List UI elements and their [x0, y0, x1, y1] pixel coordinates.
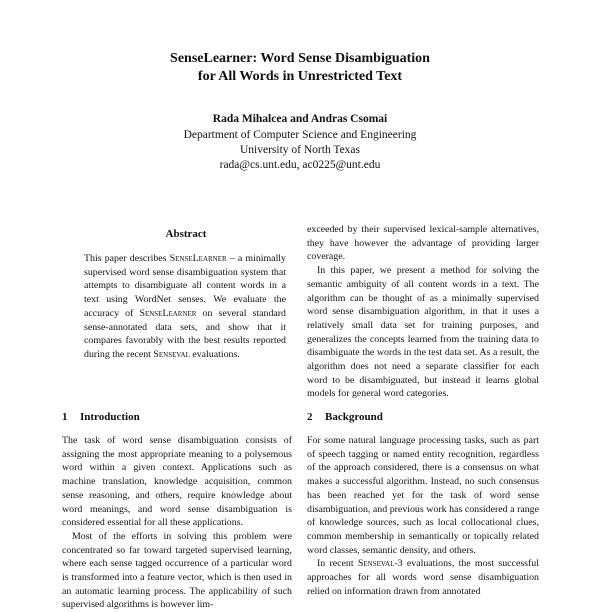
paper-title-line-1: SenseLearner: Word Sense Disambiguation — [170, 51, 430, 66]
abstract-text — [84, 252, 286, 362]
authors: Rada Mihalcea and Andras Csomai — [212, 113, 388, 125]
paragraph: exceeded by their supervised lexical-sample alternatives, they have however the advantage of providing larger coverage. — [307, 224, 539, 263]
evaluation-name: Senseval — [357, 558, 395, 570]
paragraph: For some natural language processing tasks, such as part of speech tagging or named entity recognition, regardless of the approach considered, there is a consensus on what makes a successful algorithm. Instead, no such consensus has been reached yet for the task of word sense disambiguation, and previous work has considered a range of knowledge sources, such as local collocational clues, common membership in semantically or topically related word classes, semantic density, and others. — [307, 435, 539, 556]
paper-title-line-2: for All Words in Unrestricted Text — [197, 69, 403, 84]
author-emails: rada@cs.unt.edu, ac0225@unt.edu — [219, 159, 381, 171]
paragraph — [307, 557, 539, 598]
paragraph: In this paper, we present a method for solving the semantic ambiguity of all content words in a text. The algorithm can be thought of as a minimally supervised word sense disambiguation algorithm, in that it uses a relatively small data set for training purposes, and generalizes the concepts learned from the training data to disambiguate the words in the test data set. As a result, the algorithm does not need a separate classifier for each word to be disambiguated, but instead it learns global models for general word categories. — [307, 265, 539, 400]
right-column-body — [307, 223, 539, 401]
section-title: Introduction — [80, 411, 140, 423]
abstract-text-part: evaluations. — [189, 348, 240, 360]
paragraph: Most of the efforts in solving this problem were concentrated so far toward targeted supervised learning, where each sense tagged occurrence of a particular word is transformed into a feature vector, which is then used in an automatic learning process. The applicability of such supervised algorithms is however lim- — [62, 530, 292, 611]
abstract-text-part: on several standard sense-annotated data sets, and show that it compares favorably with the best results reported during the recent — [84, 307, 286, 360]
section-title: Background — [325, 411, 383, 423]
introduction-body — [62, 434, 292, 612]
text-part: -3 evaluations, the most successful approaches for all words word sense disambiguation relied on information drawn from annotated — [307, 558, 539, 597]
paragraph: The task of word sense disambiguation consists of assigning the most appropriate meaning to a polysemous word within a given context. Applications such as machine translation, knowledge acquisition, common sense reasoning, and others, require knowledge about word meanings, and word sense disambiguation is considered essential for all these applications. — [62, 435, 292, 529]
abstract-text-part: This paper describes — [84, 253, 170, 264]
system-name: SenseLearner — [139, 307, 197, 319]
background-body — [307, 434, 539, 598]
section-number: 1 — [62, 411, 68, 423]
text-part: In recent — [317, 558, 358, 570]
abstract-heading: Abstract — [165, 228, 207, 240]
section-heading-background — [307, 410, 383, 424]
affiliation-university: University of North Texas — [239, 144, 361, 156]
evaluation-name: Senseval — [153, 348, 190, 360]
section-heading-introduction — [62, 410, 140, 424]
section-number: 2 — [307, 411, 313, 423]
abstract-text-part: – a minimally supervised word sense disambiguation system that attempts to disambiguate all content words in a text using WordNet senses. We evaluate the accuracy of — [84, 253, 286, 319]
system-name: SenseLearner — [169, 253, 227, 264]
affiliation-department: Department of Computer Science and Engineering — [183, 129, 417, 141]
